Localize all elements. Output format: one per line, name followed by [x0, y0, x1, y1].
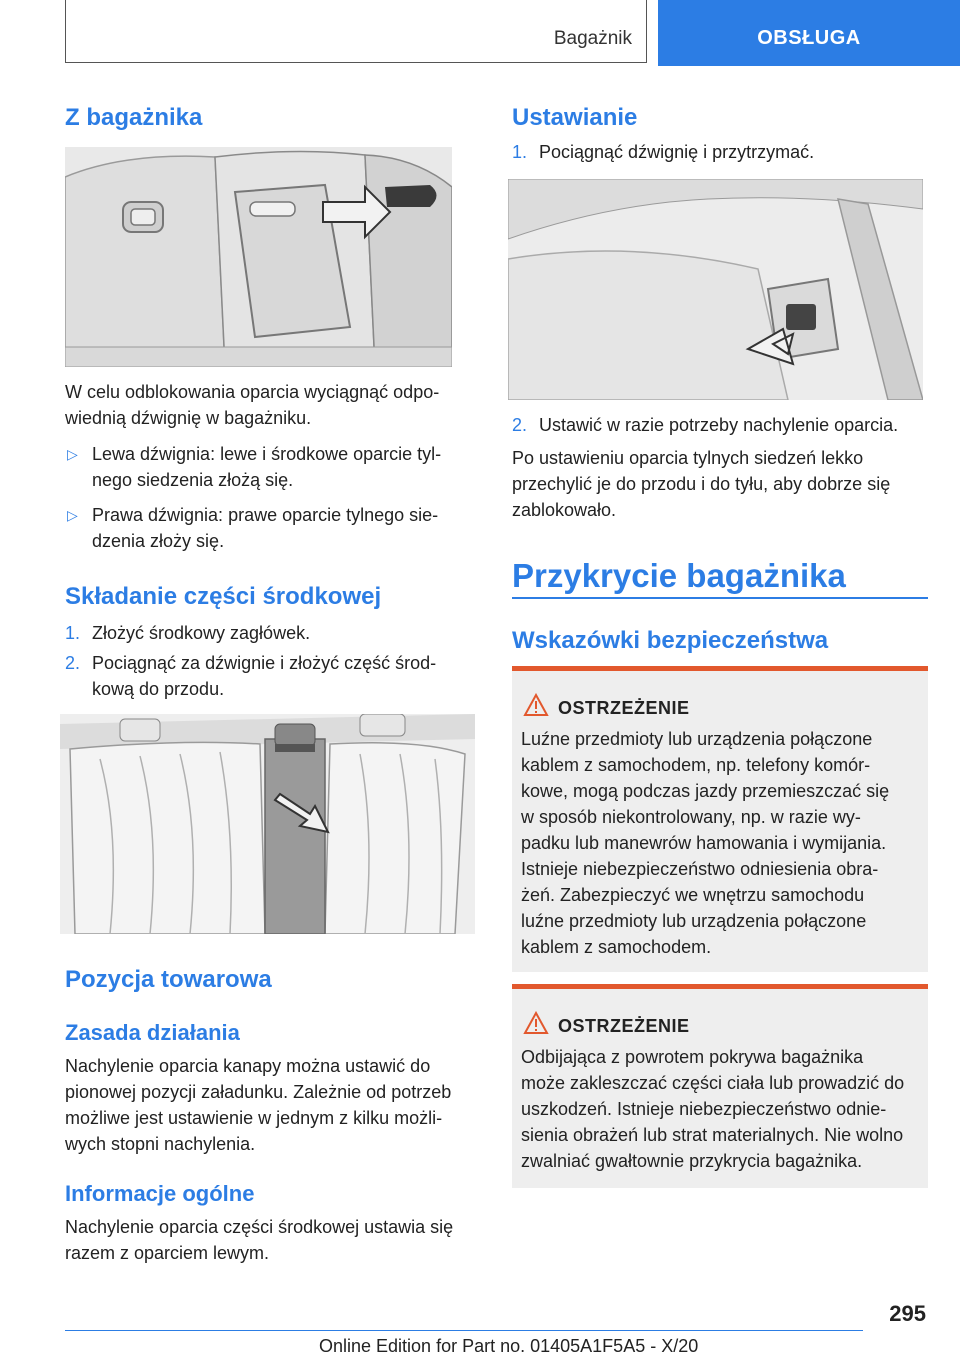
rear-seat-illustration [60, 714, 475, 934]
bullet-triangle-icon: ▷ [67, 446, 78, 462]
warning-triangle-icon [523, 693, 549, 717]
heading-zasada-dzialania: Zasada działania [65, 1020, 240, 1045]
figure-trunk-lever [65, 147, 452, 367]
warning-title: OSTRZEŻENIE [558, 1016, 690, 1036]
list-item [512, 139, 928, 165]
list-item [512, 412, 928, 438]
bullet-text: Prawa dźwignia: prawe oparcie tylnego sie- dzenia złoży się. [92, 505, 439, 551]
step-text: Złożyć środkowy zagłówek. [92, 623, 311, 643]
paragraph-odblokowanie: W celu odblokowania oparcia wyciągnąć odpo- wiednią dźwignię w bagażniku. [65, 382, 440, 428]
footer-rule [65, 1330, 863, 1331]
figure-rear-seat [60, 714, 475, 934]
paragraph-po-ustawieniu: Po ustawieniu oparcia tylnych siedzeń lekko przechylić je do przodu i do tyłu, aby dobrze się zablokowało. [512, 448, 891, 520]
warning-title: OSTRZEŻENIE [558, 698, 690, 718]
step-number: 2. [512, 415, 528, 435]
warning-box [512, 984, 928, 1188]
heading-z-bagaznika: Z bagażnika [65, 104, 203, 131]
paragraph-zasada: Nachylenie oparcia kanapy można ustawić do pionowej pozycji załadunku. Zależnie od potrzeb możliwe jest ustawienie w jednym z kilku możli- wych stopni nachylenia. [65, 1056, 452, 1154]
warning-triangle-icon [523, 1011, 549, 1035]
header-chapter-tab: OBSŁUGA [658, 0, 960, 66]
bullet-triangle-icon: ▷ [67, 507, 78, 523]
step-text: Pociągnąć za dźwignie i złożyć część środ- kową do przodu. [92, 653, 437, 699]
list-item [65, 441, 475, 493]
step-number: 1. [512, 142, 528, 162]
heading-ustawianie: Ustawianie [512, 104, 638, 131]
bullet-text: Lewa dźwignia: lewe i środkowe oparcie tyl- nego siedzenia złożą się. [92, 444, 442, 490]
trunk-lever-illustration [65, 147, 452, 367]
step-number: 2. [65, 653, 81, 673]
heading-przykrycie-bagaznika: Przykrycie bagażnika [512, 557, 846, 594]
heading-pozycja-towarowa: Pozycja towarowa [65, 966, 272, 993]
page-number: 295 [889, 1301, 926, 1326]
warning-text: Odbijająca z powrotem pokrywa bagażnika może zakleszczać części ciała lub prowadzić do uszkodzeń. Istnieje niebezpieczeństwo odnie- sienia obrażeń lub strat materialnych. Nie wolno zwalniać gwałtownie przykrycia bagażnika. [521, 1047, 905, 1171]
heading-informacje-ogolne: Informacje ogólne [65, 1181, 255, 1206]
list-item [65, 650, 475, 702]
warning-text: Luźne przedmioty lub urządzenia połączone kablem z samochodem, np. telefony komór- kowe, mogą podczas jazdy przemieszczać się w sposób niekontrolowany, np. w razie wy- padku lub manewrów hamowania i wymijania. Istnieje niebezpieczeństwo odniesienia obra- żeń. Zabezpieczyć we wnętrzu samochodu luźne przedmioty lub urządzenia połączone kablem z samochodem. [521, 729, 890, 957]
step-text: Ustawić w razie potrzeby nachylenie oparcia. [539, 415, 899, 435]
step-text: Pociągnąć dźwignię i przytrzymać. [539, 142, 815, 162]
header-section-box [65, 0, 647, 63]
step-number: 1. [65, 623, 81, 643]
warning-box [512, 666, 928, 972]
header-section-title: Bagażnik [553, 28, 632, 49]
list-item [65, 502, 475, 554]
heading-wskazowki: Wskazówki bezpieczeństwa [512, 627, 829, 654]
paragraph-informacje: Nachylenie oparcia części środkowej ustawia się razem z oparciem lewym. [65, 1217, 454, 1263]
page-header [0, 0, 960, 66]
heading-skladanie: Składanie części środkowej [65, 583, 382, 610]
figure-seat-lever [508, 179, 923, 400]
footer-edition: Online Edition for Part no. 01405A1F5A5 - X/20 [319, 1336, 699, 1356]
list-item [65, 620, 475, 646]
seat-lever-illustration [508, 179, 923, 400]
heading-underline [512, 597, 928, 599]
